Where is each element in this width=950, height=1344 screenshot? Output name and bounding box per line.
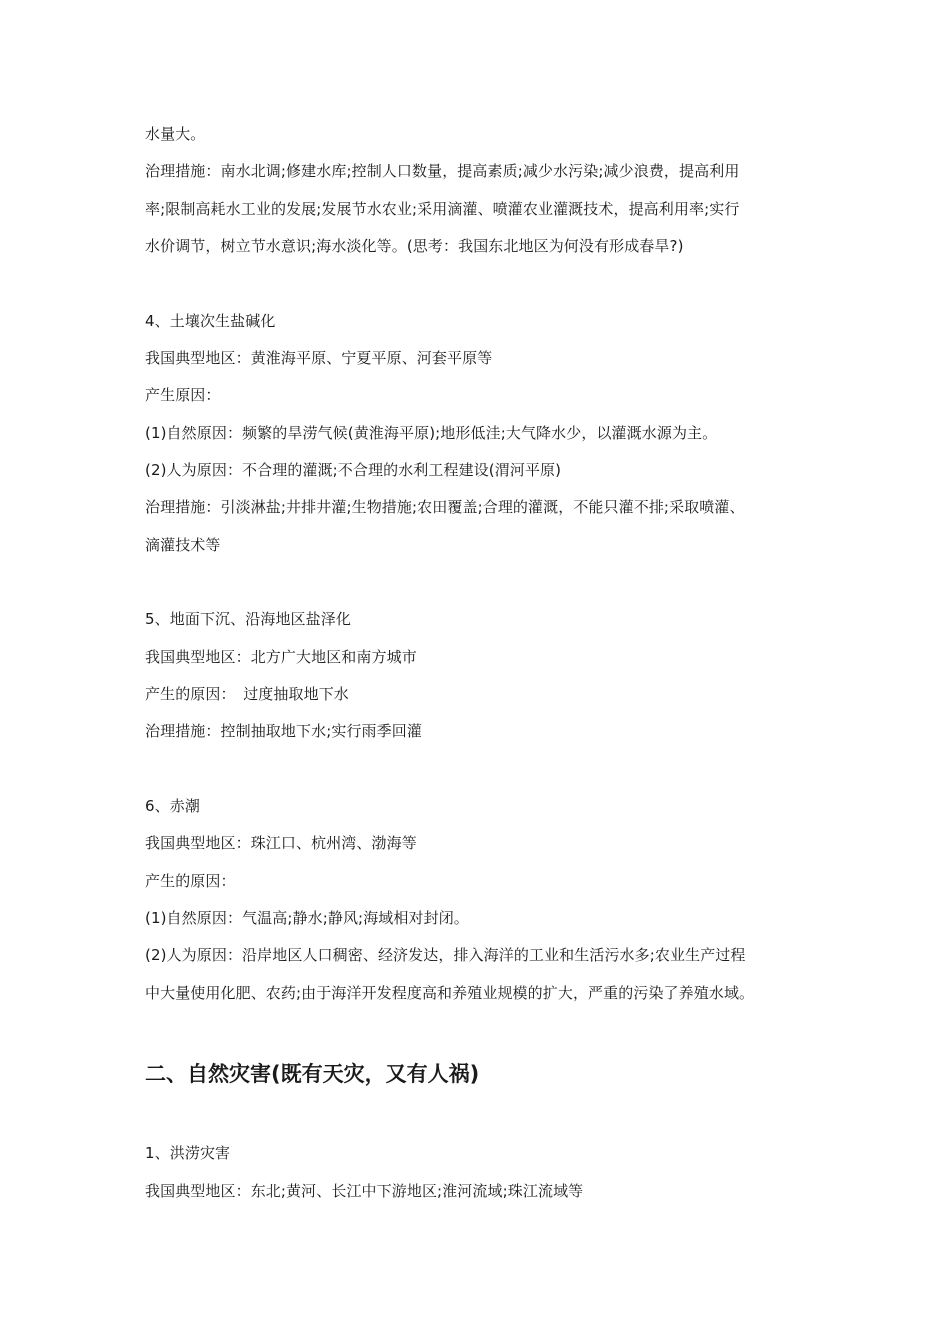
paragraph-line: 治理措施：控制抽取地下水;实行雨季回灌 bbox=[145, 722, 422, 740]
paragraph-line: (2)人为原因：沿岸地区人口稠密、经济发达，排入海洋的工业和生活污水多;农业生产过程 bbox=[145, 946, 746, 964]
paragraph-line: 治理措施：引淡淋盐;井排井灌;生物措施;农田覆盖;合理的灌溉，不能只灌不排;采取喷灌、 bbox=[145, 498, 745, 516]
paragraph-line: 我国典型地区：东北;黄河、长江中下游地区;淮河流域;珠江流域等 bbox=[145, 1182, 584, 1200]
paragraph-line: 率;限制高耗水工业的发展;发展节水农业;采用滴灌、喷灌农业灌溉技术，提高利用率;实行 bbox=[145, 200, 740, 218]
section-heading: 4、土壤次生盐碱化 bbox=[145, 312, 276, 330]
paragraph-line: 产生的原因： bbox=[145, 872, 236, 890]
paragraph-line: 产生原因： bbox=[145, 386, 221, 404]
paragraph-line: 我国典型地区：珠江口、杭州湾、渤海等 bbox=[145, 834, 417, 852]
paragraph-line: 滴灌技术等 bbox=[145, 536, 221, 554]
paragraph-line: 水价调节，树立节水意识;海水淡化等。(思考：我国东北地区为何没有形成春旱?) bbox=[145, 237, 684, 255]
paragraph-line: 我国典型地区：北方广大地区和南方城市 bbox=[145, 648, 417, 666]
paragraph-line: 我国典型地区：黄淮海平原、宁夏平原、河套平原等 bbox=[145, 349, 493, 367]
paragraph-line: (2)人为原因：不合理的灌溉;不合理的水利工程建设(渭河平原) bbox=[145, 461, 562, 479]
paragraph-line: (1)自然原因：气温高;静水;静风;海域相对封闭。 bbox=[145, 909, 469, 927]
paragraph-line: 产生的原因： 过度抽取地下水 bbox=[145, 685, 349, 703]
paragraph-line: 中大量使用化肥、农药;由于海洋开发程度高和养殖业规模的扩大，严重的污染了养殖水域。 bbox=[145, 984, 755, 1002]
paragraph-line: (1)自然原因：频繁的旱涝气候(黄淮海平原);地形低洼;大气降水少，以灌溉水源为主。 bbox=[145, 424, 718, 442]
chapter-title: 二、自然灾害(既有天灾，又有人祸) bbox=[145, 1062, 480, 1086]
section-heading: 6、赤潮 bbox=[145, 797, 200, 815]
paragraph-line: 治理措施：南水北调;修建水库;控制人口数量，提高素质;减少水污染;减少浪费，提高利用 bbox=[145, 162, 740, 180]
section-heading: 5、地面下沉、沿海地区盐泽化 bbox=[145, 610, 351, 628]
section-heading: 1、洪涝灾害 bbox=[145, 1144, 231, 1162]
paragraph-line: 水量大。 bbox=[145, 125, 206, 143]
